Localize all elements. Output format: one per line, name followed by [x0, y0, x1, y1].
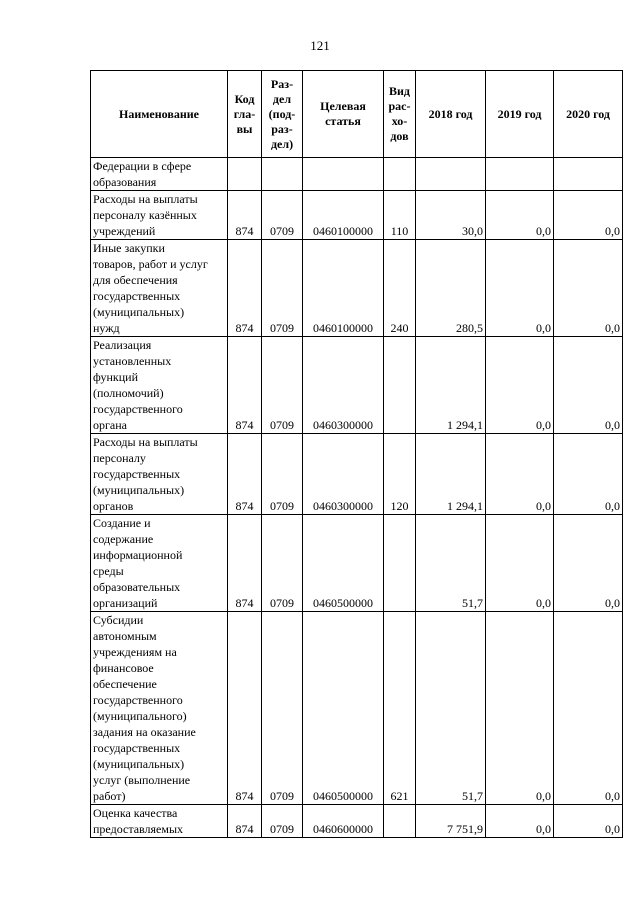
cell-section: 0709 — [262, 434, 303, 515]
cell-expense-type — [384, 158, 416, 191]
cell-2019: 0,0 — [486, 805, 554, 838]
cell-2020: 0,0 — [554, 612, 623, 805]
cell-2020 — [554, 158, 623, 191]
header-2018: 2018 год — [416, 71, 486, 158]
cell-2020: 0,0 — [554, 805, 623, 838]
cell-2018: 30,0 — [416, 191, 486, 240]
cell-2020: 0,0 — [554, 337, 623, 434]
cell-name: Расходы на выплаты персоналу казённых учреждений — [91, 191, 228, 240]
table-row — [91, 515, 623, 612]
cell-target-article: 0460300000 — [303, 434, 384, 515]
cell-section: 0709 — [262, 240, 303, 337]
cell-section: 0709 — [262, 515, 303, 612]
cell-chapter-code: 874 — [228, 434, 262, 515]
cell-target-article: 0460100000 — [303, 191, 384, 240]
cell-2019: 0,0 — [486, 191, 554, 240]
header-chapter-code: Код гла- вы — [228, 71, 262, 158]
table-row — [91, 158, 623, 191]
cell-2019: 0,0 — [486, 434, 554, 515]
page-number: 121 — [310, 38, 330, 53]
cell-expense-type — [384, 515, 416, 612]
cell-name: Оценка качества предоставляемых — [91, 805, 228, 838]
cell-expense-type — [384, 805, 416, 838]
cell-target-article: 0460300000 — [303, 337, 384, 434]
cell-section: 0709 — [262, 612, 303, 805]
header-expense-type: Вид рас- хо- дов — [384, 71, 416, 158]
cell-name: Субсидии автономным учреждениям на финансовое обеспечение государственного (муниципального) задания на оказание государственных (муниципальных) услуг (выполнение работ) — [91, 612, 228, 805]
cell-2018: 1 294,1 — [416, 337, 486, 434]
cell-target-article — [303, 158, 384, 191]
cell-2019 — [486, 158, 554, 191]
cell-chapter-code: 874 — [228, 515, 262, 612]
cell-section — [262, 158, 303, 191]
cell-target-article: 0460500000 — [303, 612, 384, 805]
cell-expense-type — [384, 337, 416, 434]
header-name: Наименование — [91, 71, 228, 158]
header-section: Раз- дел (под- раз- дел) — [262, 71, 303, 158]
table-row — [91, 434, 623, 515]
header-2019: 2019 год — [486, 71, 554, 158]
cell-target-article: 0460100000 — [303, 240, 384, 337]
cell-chapter-code — [228, 158, 262, 191]
cell-name: Федерации в сфере образования — [91, 158, 228, 191]
table-row — [91, 191, 623, 240]
table-row — [91, 337, 623, 434]
cell-2020: 0,0 — [554, 240, 623, 337]
table-row — [91, 805, 623, 838]
cell-section: 0709 — [262, 337, 303, 434]
cell-2019: 0,0 — [486, 515, 554, 612]
cell-2018: 51,7 — [416, 515, 486, 612]
cell-expense-type: 120 — [384, 434, 416, 515]
header-target-article: Целевая статья — [303, 71, 384, 158]
cell-expense-type: 621 — [384, 612, 416, 805]
cell-name: Реализация установленных функций (полномочий) государственного органа — [91, 337, 228, 434]
cell-2020: 0,0 — [554, 191, 623, 240]
cell-2020: 0,0 — [554, 434, 623, 515]
cell-section: 0709 — [262, 805, 303, 838]
table-body — [91, 158, 623, 838]
cell-2020: 0,0 — [554, 515, 623, 612]
header-row — [91, 71, 623, 158]
cell-2018: 51,7 — [416, 612, 486, 805]
cell-chapter-code: 874 — [228, 805, 262, 838]
cell-name: Иные закупки товаров, работ и услуг для обеспечения государственных (муниципальных) нужд — [91, 240, 228, 337]
cell-target-article: 0460600000 — [303, 805, 384, 838]
cell-chapter-code: 874 — [228, 191, 262, 240]
cell-2019: 0,0 — [486, 612, 554, 805]
cell-chapter-code: 874 — [228, 240, 262, 337]
cell-2018: 280,5 — [416, 240, 486, 337]
cell-chapter-code: 874 — [228, 337, 262, 434]
cell-expense-type: 240 — [384, 240, 416, 337]
cell-chapter-code: 874 — [228, 612, 262, 805]
table-row — [91, 612, 623, 805]
cell-name: Создание и содержание информационной среды образовательных организаций — [91, 515, 228, 612]
cell-2018: 1 294,1 — [416, 434, 486, 515]
cell-expense-type: 110 — [384, 191, 416, 240]
cell-2018: 7 751,9 — [416, 805, 486, 838]
cell-target-article: 0460500000 — [303, 515, 384, 612]
header-2020: 2020 год — [554, 71, 623, 158]
cell-name: Расходы на выплаты персоналу государственных (муниципальных) органов — [91, 434, 228, 515]
cell-2019: 0,0 — [486, 240, 554, 337]
cell-2018 — [416, 158, 486, 191]
cell-2019: 0,0 — [486, 337, 554, 434]
cell-section: 0709 — [262, 191, 303, 240]
table-row — [91, 240, 623, 337]
budget-table — [90, 70, 623, 838]
